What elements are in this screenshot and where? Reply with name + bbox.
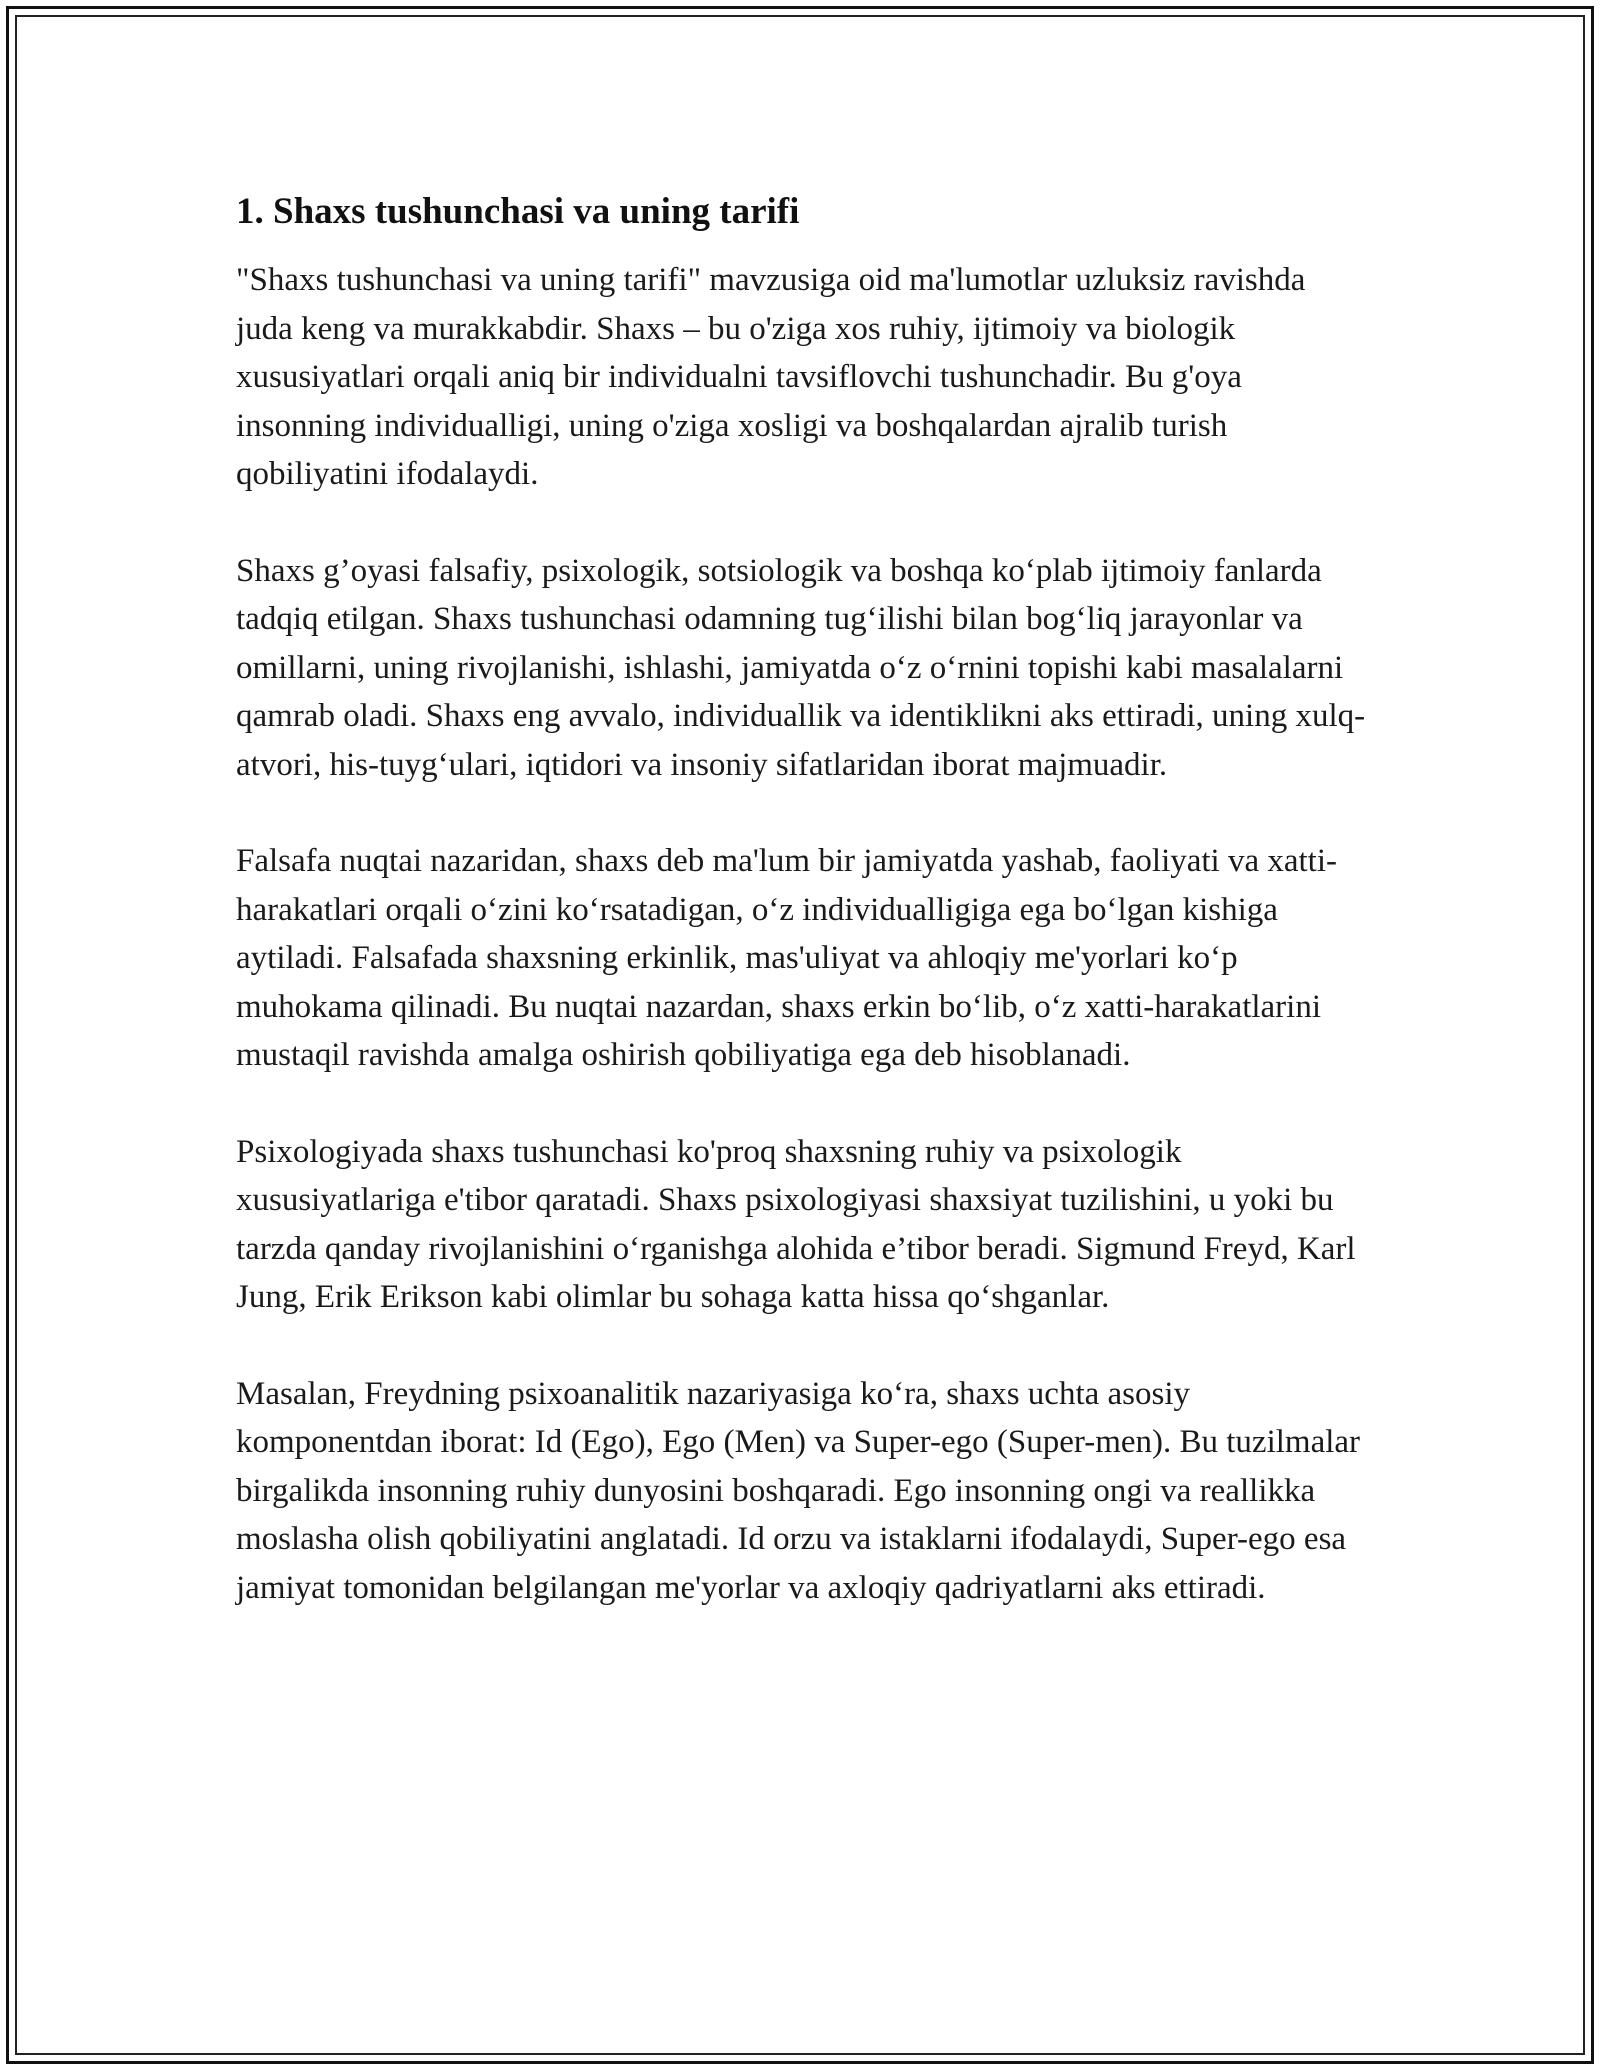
paragraph-psychology: Psixologiyada shaxs tushunchasi ko'proq shaxsning ruhiy va psixologik xususiyatlariga e'tibor qaratadi. Shaxs psixologiyasi shaxsiyat tuzilishini, u yoki bu tarzda qanday rivojlanishini o‘rganishga alohida e’tibor beradi. Sigmund Freyd, Karl Jung, Erik Erikson kabi olimlar bu sohaga katta hissa qo‘shganlar. bbox=[236, 1133, 1356, 1315]
paragraph-intro: "Shaxs tushunchasi va uning tarifi" mavzusiga oid ma'lumotlar uzluksiz ravishda juda keng va murakkabdir. Shaxs – bu o'ziga xos ruhiy, ijtimoiy va biologik xususiyatlari orqali aniq bir individualni tavsiflovchi tushunchadir. Bu g'oya insonning individualligi, uning o'ziga xosligi va boshqalardan ajralib turish qobiliyatini ifodalaydi. bbox=[236, 262, 1306, 492]
section-heading: 1. Shaxs tushunchasi va uning tarifi bbox=[236, 191, 800, 232]
document-body bbox=[236, 188, 1366, 1612]
paragraph-philosophy: Falsafa nuqtai nazaridan, shaxs deb ma'lum bir jamiyatda yashab, faoliyati va xatti-harakatlari orqali o‘zini ko‘rsatadigan, o‘z individualligiga ega bo‘lgan kishiga aytiladi. Falsafada shaxsning erkinlik, mas'uliyat va ahloqiy me'yorlari ko‘p muhokama qilinadi. Bu nuqtai nazardan, shaxs erkin bo‘lib, o‘z xatti-harakatlarini mustaqil ravishda amalga oshirish qobiliyatiga ega deb hisoblanadi. bbox=[236, 843, 1338, 1073]
paragraph-concept: Shaxs g’oyasi falsafiy, psixologik, sotsiologik va boshqa ko‘plab ijtimoiy fanlarda tadqiq etilgan. Shaxs tushunchasi odamning tug‘ilishi bilan bog‘liq jarayonlar va omillarni, uning rivojlanishi, ishlashi, jamiyatda o‘z o‘rnini topishi kabi masalalarni qamrab oladi. Shaxs eng avvalo, individuallik va identiklikni aks ettiradi, uning xulq-atvori, his-tuyg‘ulari, iqtidori va insoniy sifatlaridan iborat majmuadir. bbox=[236, 552, 1366, 783]
paragraph-freud: Masalan, Freydning psixoanalitik nazariyasiga ko‘ra, shaxs uchta asosiy komponentdan iborat: Id (Ego), Ego (Men) va Super-ego (Super-men). Bu tuzilmalar birgalikda insonning ruhiy dunyosini boshqaradi. Ego insonning ongi va reallikka moslasha olish qobiliyatini anglatadi. Id orzu va istaklarni ifodalaydi, Super-ego esa jamiyat tomonidan belgilangan me'yorlar va axloqiy qadriyatlarni aks ettiradi. bbox=[236, 1375, 1361, 1606]
